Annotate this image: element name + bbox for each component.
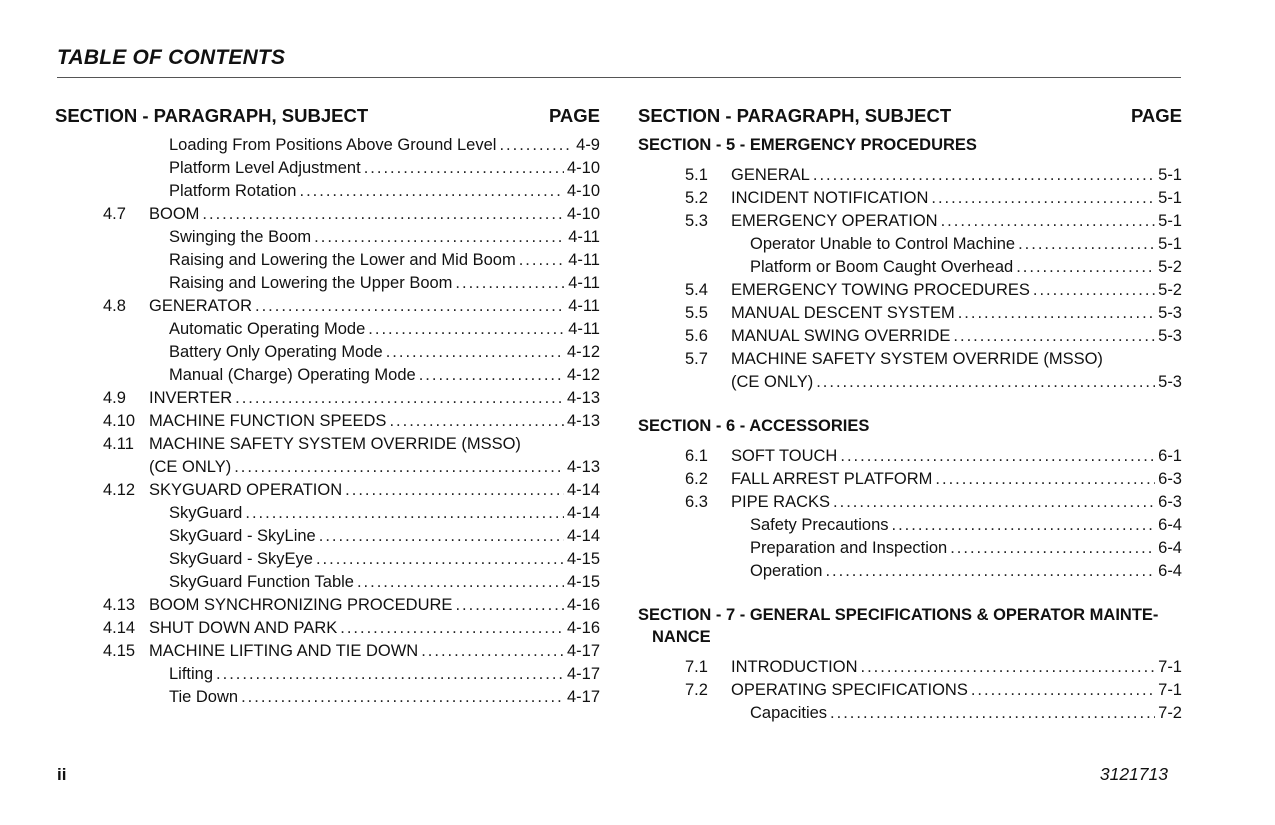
dot-leader <box>319 525 564 548</box>
toc-entry-page: 7-1 <box>1158 681 1182 699</box>
toc-entry[interactable] <box>55 226 600 249</box>
toc-entry-page: 4-14 <box>566 481 600 499</box>
page-number: ii <box>57 765 67 784</box>
toc-entry-title: Operation <box>750 562 823 580</box>
dot-leader <box>357 571 564 594</box>
dot-leader <box>830 702 1155 725</box>
toc-entry-title: BOOM SYNCHRONIZING PROCEDURE <box>149 596 453 614</box>
dot-leader <box>386 341 564 364</box>
toc-entry-page: 4-12 <box>566 366 600 384</box>
toc-entry-number: 4.9 <box>103 389 126 407</box>
column-header-subject: SECTION - PARAGRAPH, SUBJECT <box>55 105 369 126</box>
toc-entry[interactable] <box>638 514 1182 537</box>
dot-leader <box>861 656 1156 679</box>
dot-leader <box>255 295 565 318</box>
toc-entry-title: Operator Unable to Control Machine <box>750 235 1016 253</box>
toc-entry-title: EMERGENCY TOWING PROCEDURES <box>731 281 1030 299</box>
toc-entry[interactable] <box>55 272 600 295</box>
toc-entry-number: 4.11 <box>103 435 134 453</box>
toc-entry-number: 5.3 <box>685 212 708 230</box>
toc-entry-number: 4.13 <box>103 596 136 614</box>
toc-entry[interactable] <box>55 249 600 272</box>
toc-entry[interactable] <box>55 134 600 157</box>
toc-entry-page: 5-1 <box>1158 235 1182 253</box>
toc-entry-page: 4-10 <box>566 159 600 177</box>
toc-entry-page: 4-11 <box>568 228 600 246</box>
toc-entry-page: 4-15 <box>566 573 600 591</box>
toc-entry[interactable] <box>55 686 600 709</box>
dot-leader <box>234 456 564 479</box>
toc-entry[interactable] <box>55 617 600 640</box>
toc-entry-title: GENERATOR <box>149 297 252 315</box>
toc-entry-title: EMERGENCY OPERATION <box>731 212 938 230</box>
dot-leader <box>953 325 1155 348</box>
toc-entry-page: 6-1 <box>1158 447 1182 465</box>
toc-entry-title: MACHINE SAFETY SYSTEM OVERRIDE (MSSO) <box>149 435 521 453</box>
section-heading-text: SECTION - 6 - ACCESSORIES <box>638 417 870 435</box>
toc-entry[interactable] <box>638 491 1182 514</box>
dot-leader <box>202 203 564 226</box>
toc-entry-title: SHUT DOWN AND PARK <box>149 619 338 637</box>
toc-entry[interactable] <box>638 348 1182 371</box>
toc-entry-title: SkyGuard Function Table <box>169 573 354 591</box>
toc-entry-number: 7.1 <box>685 658 708 676</box>
toc-right-list <box>638 134 1182 725</box>
toc-entry-page: 4-11 <box>568 274 600 292</box>
toc-entry-title: Automatic Operating Mode <box>169 320 366 338</box>
dot-leader <box>389 410 564 433</box>
toc-entry-title: Tie Down <box>169 688 239 706</box>
toc-entry-page: 4-11 <box>568 297 600 315</box>
toc-entry-number: 4.10 <box>103 412 136 430</box>
toc-entry[interactable] <box>55 203 600 226</box>
toc-entry-number: 6.1 <box>685 447 708 465</box>
dot-leader <box>519 249 565 272</box>
toc-entry-title: MANUAL DESCENT SYSTEM <box>731 304 955 322</box>
toc-left-column <box>55 104 600 709</box>
toc-entry[interactable] <box>638 702 1182 725</box>
toc-entry[interactable] <box>638 560 1182 583</box>
dot-leader <box>1018 233 1155 256</box>
toc-entry-title: INTRODUCTION <box>731 658 858 676</box>
toc-entry[interactable] <box>55 318 600 341</box>
toc-entry-number: 4.14 <box>103 619 136 637</box>
dot-leader <box>241 686 564 709</box>
toc-entry-page: 4-13 <box>566 389 600 407</box>
dot-leader <box>245 502 564 525</box>
toc-right-column <box>638 104 1182 725</box>
toc-entry-number: 7.2 <box>685 681 708 699</box>
toc-entry-number: 5.6 <box>685 327 708 345</box>
dot-leader <box>840 445 1155 468</box>
toc-entry-number: 6.3 <box>685 493 708 511</box>
section-heading-text: SECTION - 5 - EMERGENCY PROCEDURES <box>638 136 977 154</box>
toc-entry-number: 5.1 <box>685 166 708 184</box>
toc-entry-page: 4-14 <box>566 504 600 522</box>
section-heading[interactable] <box>638 604 1182 648</box>
toc-entry[interactable] <box>55 157 600 180</box>
toc-entry-page: 6-4 <box>1158 539 1182 557</box>
toc-entry-page: 7-1 <box>1158 658 1182 676</box>
toc-entry-page: 5-1 <box>1158 189 1182 207</box>
toc-entry-title: OPERATING SPECIFICATIONS <box>731 681 968 699</box>
document-number: 3121713 <box>1099 764 1168 784</box>
dot-leader <box>216 663 564 686</box>
section-gap <box>638 394 1182 415</box>
dot-leader <box>455 272 565 295</box>
toc-entry[interactable] <box>55 640 600 663</box>
toc-entry[interactable] <box>638 233 1182 256</box>
dot-leader <box>941 210 1156 233</box>
toc-entry-page: 6-3 <box>1158 470 1182 488</box>
toc-entry-number: 4.12 <box>103 481 136 499</box>
column-header-subject: SECTION - PARAGRAPH, SUBJECT <box>638 105 952 126</box>
toc-entry-title: Raising and Lowering the Upper Boom <box>169 274 453 292</box>
toc-entry-page: 5-1 <box>1158 166 1182 184</box>
dot-leader <box>825 560 1155 583</box>
toc-entry-page: 6-4 <box>1158 562 1182 580</box>
toc-entry[interactable] <box>55 433 600 456</box>
toc-entry-page: 4-17 <box>566 665 600 683</box>
toc-entry-number: 5.5 <box>685 304 708 322</box>
toc-entry[interactable] <box>638 302 1182 325</box>
toc-entry-title: Capacities <box>750 704 828 722</box>
toc-entry-page: 5-3 <box>1158 327 1182 345</box>
toc-entry-page: 4-16 <box>566 619 600 637</box>
section-heading-continuation: NANCE <box>652 628 711 646</box>
toc-entry[interactable] <box>55 479 600 502</box>
toc-entry-page: 4-10 <box>566 205 600 223</box>
toc-entry-title: Raising and Lowering the Lower and Mid Boom <box>169 251 516 269</box>
toc-entry-page: 6-3 <box>1158 493 1182 511</box>
page-title: TABLE OF CONTENTS <box>57 46 286 69</box>
toc-entry[interactable] <box>638 187 1182 210</box>
column-header-right <box>638 104 1182 128</box>
toc-entry-title: MANUAL SWING OVERRIDE <box>731 327 951 345</box>
toc-entry[interactable] <box>55 387 600 410</box>
toc-entry-number: 4.15 <box>103 642 136 660</box>
dot-leader <box>816 371 1155 394</box>
section-heading-text: SECTION - 7 - GENERAL SPECIFICATIONS & OPERATOR MAINTE- <box>638 606 1159 624</box>
toc-entry[interactable] <box>638 656 1182 679</box>
toc-entry-page: 4-16 <box>566 596 600 614</box>
dot-leader <box>958 302 1155 325</box>
toc-entry-number: 5.2 <box>685 189 708 207</box>
toc-entry-title: Lifting <box>169 665 214 683</box>
toc-entry-page: 7-2 <box>1158 704 1182 722</box>
section-gap <box>638 583 1182 604</box>
toc-entry-title: SKYGUARD OPERATION <box>149 481 343 499</box>
toc-entry-page: 4-17 <box>566 688 600 706</box>
toc-entry-title: Platform Rotation <box>169 182 297 200</box>
toc-entry-number: 4.7 <box>103 205 126 223</box>
toc-entry-page: 4-15 <box>566 550 600 568</box>
dot-leader <box>340 617 564 640</box>
toc-entry-title: Preparation and Inspection <box>750 539 948 557</box>
dot-leader <box>1033 279 1155 302</box>
dot-leader <box>813 164 1155 187</box>
toc-entry-title: (CE ONLY) <box>731 373 814 391</box>
toc-entry[interactable] <box>55 364 600 387</box>
dot-leader <box>950 537 1155 560</box>
dot-leader <box>833 491 1155 514</box>
dot-leader <box>368 318 565 341</box>
toc-entry-page: 5-2 <box>1158 258 1182 276</box>
toc-entry[interactable] <box>638 256 1182 279</box>
dot-leader <box>421 640 564 663</box>
toc-entry[interactable] <box>55 295 600 318</box>
dot-leader <box>316 548 564 571</box>
toc-entry-page: 5-2 <box>1158 281 1182 299</box>
toc-entry-page: 4-10 <box>566 182 600 200</box>
toc-entry-page: 4-11 <box>568 251 600 269</box>
toc-entry[interactable] <box>55 525 600 548</box>
toc-entry-title: MACHINE FUNCTION SPEEDS <box>149 412 387 430</box>
toc-entry[interactable] <box>638 210 1182 233</box>
toc-entry-title: PIPE RACKS <box>731 493 831 511</box>
toc-entry[interactable] <box>638 679 1182 702</box>
toc-entry-title: (CE ONLY) <box>149 458 232 476</box>
toc-entry-page: 5-3 <box>1158 304 1182 322</box>
toc-entry-title: GENERAL <box>731 166 810 184</box>
dot-leader <box>299 180 563 203</box>
toc-entry-title: SkyGuard - SkyLine <box>169 527 316 545</box>
toc-left-list <box>55 134 600 709</box>
toc-entry-page: 5-3 <box>1158 373 1182 391</box>
toc-entry[interactable] <box>55 502 600 525</box>
toc-entry[interactable] <box>638 279 1182 302</box>
toc-entry-title: MACHINE LIFTING AND TIE DOWN <box>149 642 419 660</box>
toc-entry[interactable] <box>638 164 1182 187</box>
column-header-left <box>55 104 600 128</box>
toc-entry[interactable] <box>638 371 1182 394</box>
toc-entry-number: 5.7 <box>685 350 708 368</box>
toc-entry[interactable] <box>55 594 600 617</box>
column-header-page: PAGE <box>1130 105 1182 126</box>
toc-entry-title: MACHINE SAFETY SYSTEM OVERRIDE (MSSO) <box>731 350 1103 368</box>
toc-entry-page: 4-13 <box>566 458 600 476</box>
dot-leader <box>935 468 1155 491</box>
toc-entry-title: Loading From Positions Above Ground Level <box>169 136 497 154</box>
toc-entry[interactable] <box>55 341 600 364</box>
toc-entry[interactable] <box>55 571 600 594</box>
toc-entry-title: Platform Level Adjustment <box>169 159 361 177</box>
toc-entry-number: 6.2 <box>685 470 708 488</box>
toc-entry-page: 4-11 <box>568 320 600 338</box>
toc-entry-page: 4-12 <box>566 343 600 361</box>
dot-leader <box>892 514 1156 537</box>
toc-entry[interactable] <box>55 410 600 433</box>
toc-entry-page: 4-14 <box>566 527 600 545</box>
toc-entry-title: Battery Only Operating Mode <box>169 343 383 361</box>
dot-leader <box>971 679 1155 702</box>
toc-entry[interactable] <box>638 325 1182 348</box>
toc-entry-title: INCIDENT NOTIFICATION <box>731 189 929 207</box>
toc-entry[interactable] <box>638 537 1182 560</box>
toc-entry-title: Swinging the Boom <box>169 228 312 246</box>
toc-entry-title: Platform or Boom Caught Overhead <box>750 258 1014 276</box>
toc-entry-title: INVERTER <box>149 389 233 407</box>
toc-entry-title: SkyGuard <box>169 504 243 522</box>
toc-entry-page: 5-1 <box>1158 212 1182 230</box>
dot-leader <box>455 594 564 617</box>
toc-entry-title: SOFT TOUCH <box>731 447 838 465</box>
toc-entry[interactable] <box>55 180 600 203</box>
dot-leader <box>499 134 573 157</box>
title-rule <box>57 77 1181 78</box>
toc-entry-page: 4-17 <box>566 642 600 660</box>
toc-entry[interactable] <box>55 548 600 571</box>
dot-leader <box>419 364 564 387</box>
toc-entry-title: Manual (Charge) Operating Mode <box>169 366 416 384</box>
toc-entry-page: 6-4 <box>1158 516 1182 534</box>
toc-entry-number: 5.4 <box>685 281 708 299</box>
toc-entry-title: FALL ARREST PLATFORM <box>731 470 933 488</box>
dot-leader <box>345 479 564 502</box>
toc-entry-page: 4-9 <box>576 136 600 154</box>
toc-entry-number: 4.8 <box>103 297 126 315</box>
dot-leader <box>931 187 1155 210</box>
dot-leader <box>1016 256 1155 279</box>
dot-leader <box>235 387 564 410</box>
toc-entry[interactable] <box>638 445 1182 468</box>
column-header-page: PAGE <box>548 105 600 126</box>
section-heading[interactable] <box>638 415 1182 437</box>
toc-entry[interactable] <box>638 468 1182 491</box>
section-heading[interactable] <box>638 134 1182 156</box>
dot-leader <box>314 226 565 249</box>
toc-entry[interactable] <box>55 663 600 686</box>
toc-entry-title: Safety Precautions <box>750 516 889 534</box>
toc-entry-page: 4-13 <box>566 412 600 430</box>
toc-entry[interactable] <box>55 456 600 479</box>
toc-entry-title: SkyGuard - SkyEye <box>169 550 313 568</box>
dot-leader <box>364 157 564 180</box>
toc-entry-title: BOOM <box>149 205 200 223</box>
